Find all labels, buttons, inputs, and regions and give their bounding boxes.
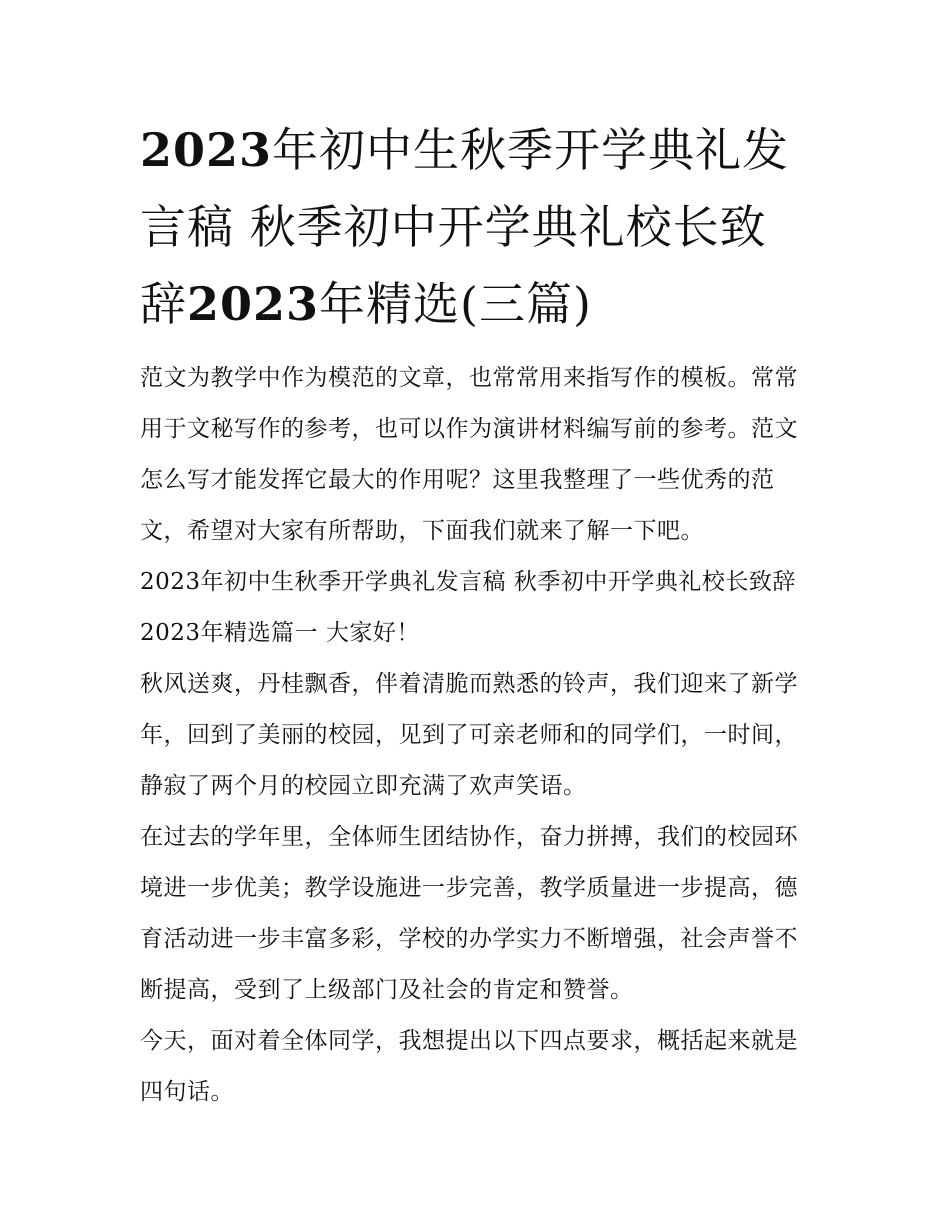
paragraph-intro: 范文为教学中作为模范的文章，也常常用来指写作的模板。常常用于文秘写作的参考，也可以作为演讲材料编写前的参考。范文怎么写才能发挥它最大的作用呢？这里我整理了一些优秀的范文，希望对大家有所帮助，下面我们就来了解一下吧。 xyxy=(140,365,798,544)
paragraph-autumn: 秋风送爽，丹桂飘香，伴着清脆而熟悉的铃声，我们迎来了新学年，回到了美丽的校园，见到了可亲老师和的同学们，一时间，静寂了两个月的校园立即充满了欢声笑语。 xyxy=(140,671,798,799)
document-body xyxy=(140,353,812,1118)
paragraph-heading-greeting: 2023年初中生秋季开学典礼发言稿 秋季初中开学典礼校长致辞2023年精选篇一 大家好！ xyxy=(140,569,796,646)
title-suffix: 年精选(三篇) xyxy=(319,277,592,331)
document-title xyxy=(140,112,812,343)
document-content xyxy=(140,112,812,1118)
paragraph-requirements: 今天，面对着全体同学，我想提出以下四点要求，概括起来就是四句话。 xyxy=(140,1028,798,1105)
title-year-second: 2023 xyxy=(187,277,320,331)
paragraph-past-year: 在过去的学年里，全体师生团结协作，奋力拼搏，我们的校园环境进一步优美；教学设施进一步完善，教学质量进一步提高，德育活动进一步丰富多彩，学校的办学实力不断增强，社会声誉不断提高，受到了上级部门及社会的肯定和赞誉。 xyxy=(140,824,798,1003)
title-year: 2023 xyxy=(140,123,273,177)
title-text: 年初中生秋季开学典礼发言稿 秋季初中开学典礼校长致辞 xyxy=(140,123,790,331)
